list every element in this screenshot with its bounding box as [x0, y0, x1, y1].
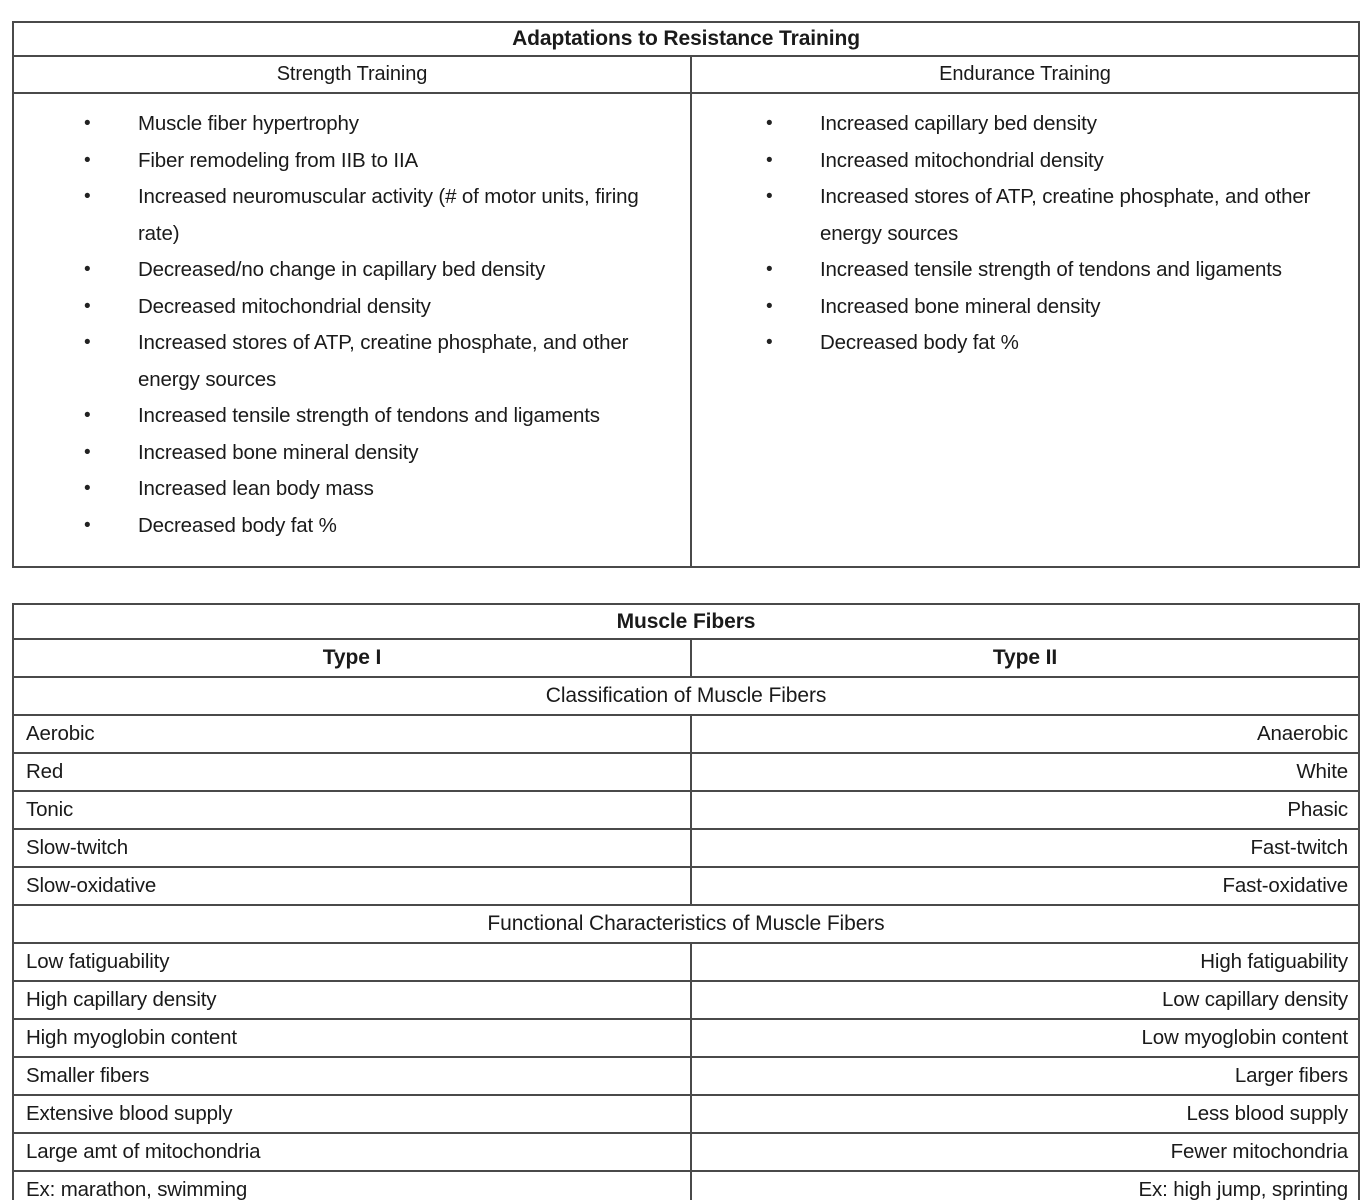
cell-type-i: High myoglobin content [13, 1019, 691, 1057]
table-row [13, 791, 1359, 829]
cell-type-ii: Ex: high jump, sprinting [691, 1171, 1359, 1200]
cell-type-i: Red [13, 753, 691, 791]
column-header-type-i: Type I [13, 639, 691, 677]
adaptations-table-title: Adaptations to Resistance Training [13, 22, 1359, 56]
list-item: • Decreased mitochondrial density [14, 289, 682, 326]
cell-type-ii: Phasic [691, 791, 1359, 829]
list-item: • Increased bone mineral density [14, 435, 682, 472]
endurance-training-bullet-list [692, 94, 1358, 370]
cell-type-i: Extensive blood supply [13, 1095, 691, 1133]
muscle-fibers-table [12, 603, 1360, 1200]
cell-type-i: Low fatiguability [13, 943, 691, 981]
list-item: • Increased stores of ATP, creatine phosphate, and other energy sources [692, 179, 1350, 252]
cell-type-ii: Fewer mitochondria [691, 1133, 1359, 1171]
table-row-section-header [13, 677, 1359, 715]
list-item: • Fiber remodeling from IIB to IIA [14, 143, 682, 180]
endurance-training-cell [691, 93, 1359, 567]
cell-type-ii: Low capillary density [691, 981, 1359, 1019]
cell-type-i: Large amt of mitochondria [13, 1133, 691, 1171]
table-row [13, 829, 1359, 867]
table-row [13, 1095, 1359, 1133]
table-row [13, 1019, 1359, 1057]
list-item: • Muscle fiber hypertrophy [14, 106, 682, 143]
list-item: • Increased mitochondrial density [692, 143, 1350, 180]
list-item: • Increased lean body mass [14, 471, 682, 508]
cell-type-ii: Fast-twitch [691, 829, 1359, 867]
section-header-label: Classification of Muscle Fibers [13, 677, 1359, 715]
list-item: • Decreased body fat % [692, 325, 1350, 362]
cell-type-ii: Low myoglobin content [691, 1019, 1359, 1057]
cell-type-i: Slow-twitch [13, 829, 691, 867]
table-row [13, 943, 1359, 981]
table-row [13, 753, 1359, 791]
table-row [13, 1171, 1359, 1200]
table-row [13, 981, 1359, 1019]
cell-type-i: Tonic [13, 791, 691, 829]
list-item: • Increased stores of ATP, creatine phosphate, and other energy sources [14, 325, 682, 398]
table-row [13, 715, 1359, 753]
table-row-title [13, 22, 1359, 56]
muscle-fibers-table-title: Muscle Fibers [13, 604, 1359, 639]
cell-type-ii: Larger fibers [691, 1057, 1359, 1095]
list-item: • Increased tensile strength of tendons and ligaments [14, 398, 682, 435]
table-row-title [13, 604, 1359, 639]
cell-type-ii: Fast-oxidative [691, 867, 1359, 905]
column-header-endurance-training: Endurance Training [691, 56, 1359, 93]
table-row-column-headers [13, 56, 1359, 93]
column-header-strength-training: Strength Training [13, 56, 691, 93]
table-row [13, 1133, 1359, 1171]
list-item: • Increased neuromuscular activity (# of motor units, firing rate) [14, 179, 682, 252]
table-row [13, 867, 1359, 905]
cell-type-i: Aerobic [13, 715, 691, 753]
adaptations-to-resistance-training-table [12, 21, 1360, 568]
cell-type-i: Ex: marathon, swimming [13, 1171, 691, 1200]
table-row-section-header [13, 905, 1359, 943]
section-header-label: Functional Characteristics of Muscle Fibers [13, 905, 1359, 943]
cell-type-i: Slow-oxidative [13, 867, 691, 905]
cell-type-ii: Anaerobic [691, 715, 1359, 753]
list-item: • Increased tensile strength of tendons and ligaments [692, 252, 1350, 289]
list-item: • Increased capillary bed density [692, 106, 1350, 143]
strength-training-bullet-list [14, 94, 690, 552]
cell-type-i: High capillary density [13, 981, 691, 1019]
cell-type-ii: High fatiguability [691, 943, 1359, 981]
cell-type-i: Smaller fibers [13, 1057, 691, 1095]
list-item: • Decreased body fat % [14, 508, 682, 545]
list-item: • Decreased/no change in capillary bed density [14, 252, 682, 289]
list-item: • Increased bone mineral density [692, 289, 1350, 326]
table-row-column-headers [13, 639, 1359, 677]
strength-training-cell [13, 93, 691, 567]
column-header-type-ii: Type II [691, 639, 1359, 677]
table-row-body [13, 93, 1359, 567]
cell-type-ii: Less blood supply [691, 1095, 1359, 1133]
cell-type-ii: White [691, 753, 1359, 791]
table-row [13, 1057, 1359, 1095]
